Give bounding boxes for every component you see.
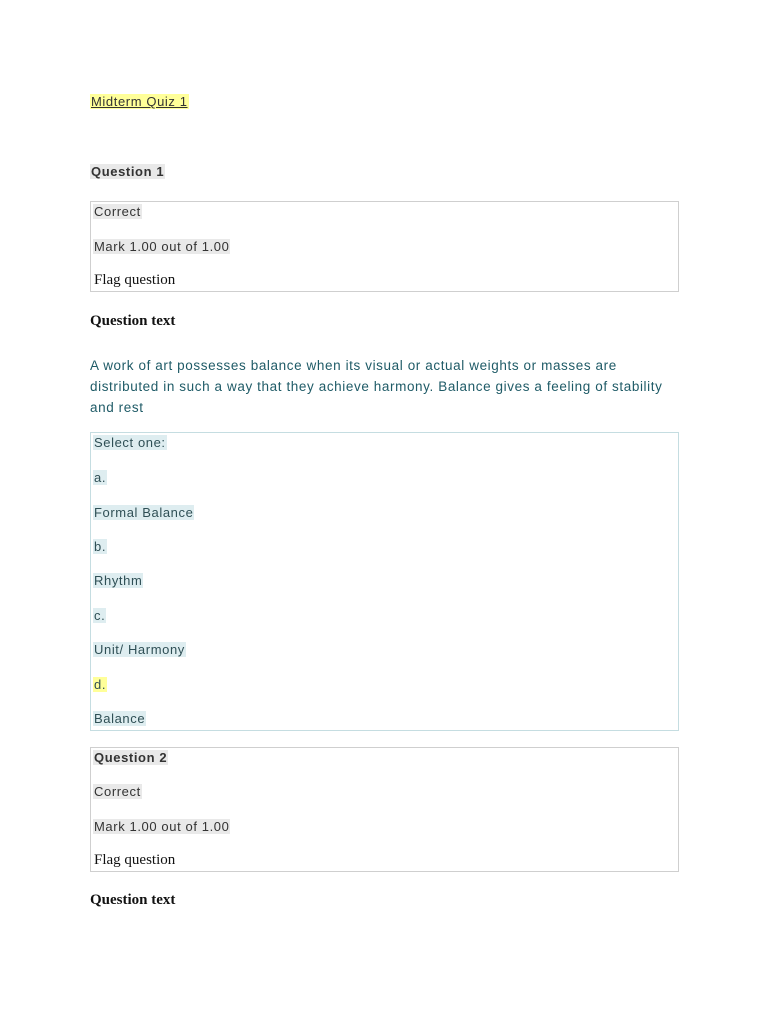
option-a-letter[interactable]: a. (94, 470, 107, 485)
question-1-mark: Mark 1.00 out of 1.00 (94, 239, 230, 254)
question-1-flag-button[interactable]: Flag question (94, 272, 176, 288)
option-c-letter[interactable]: c. (94, 608, 106, 623)
question-2-heading: Question 2 (94, 750, 168, 765)
question-2-mark: Mark 1.00 out of 1.00 (94, 819, 230, 834)
question-2-info-box (90, 747, 679, 872)
question-1-heading: Question 1 (91, 164, 165, 179)
question-1-text-label: Question text (90, 313, 176, 329)
option-b-label[interactable]: Rhythm (94, 573, 143, 588)
question-2-text-label: Question text (90, 892, 176, 908)
question-1-answers-box (90, 432, 679, 731)
option-d-label[interactable]: Balance (94, 711, 146, 726)
select-one-prompt: Select one: (94, 435, 166, 450)
option-d-letter[interactable]: d. (94, 677, 107, 692)
option-a-label[interactable]: Formal Balance (94, 505, 194, 520)
quiz-title-link[interactable]: Midterm Quiz 1 (91, 94, 188, 109)
option-c-label[interactable]: Unit/ Harmony (94, 642, 185, 657)
question-1-status: Correct (94, 204, 141, 219)
question-1-info-box (90, 201, 679, 292)
question-2-status: Correct (94, 784, 141, 799)
option-b-letter[interactable]: b. (94, 539, 107, 554)
question-1-text: A work of art possesses balance when its visual or actual weights or masses are distributed in such a way that they achieve harmony. Balance gives a feeling of stability and rest (90, 358, 663, 415)
question-2-flag-button[interactable]: Flag question (94, 852, 176, 868)
